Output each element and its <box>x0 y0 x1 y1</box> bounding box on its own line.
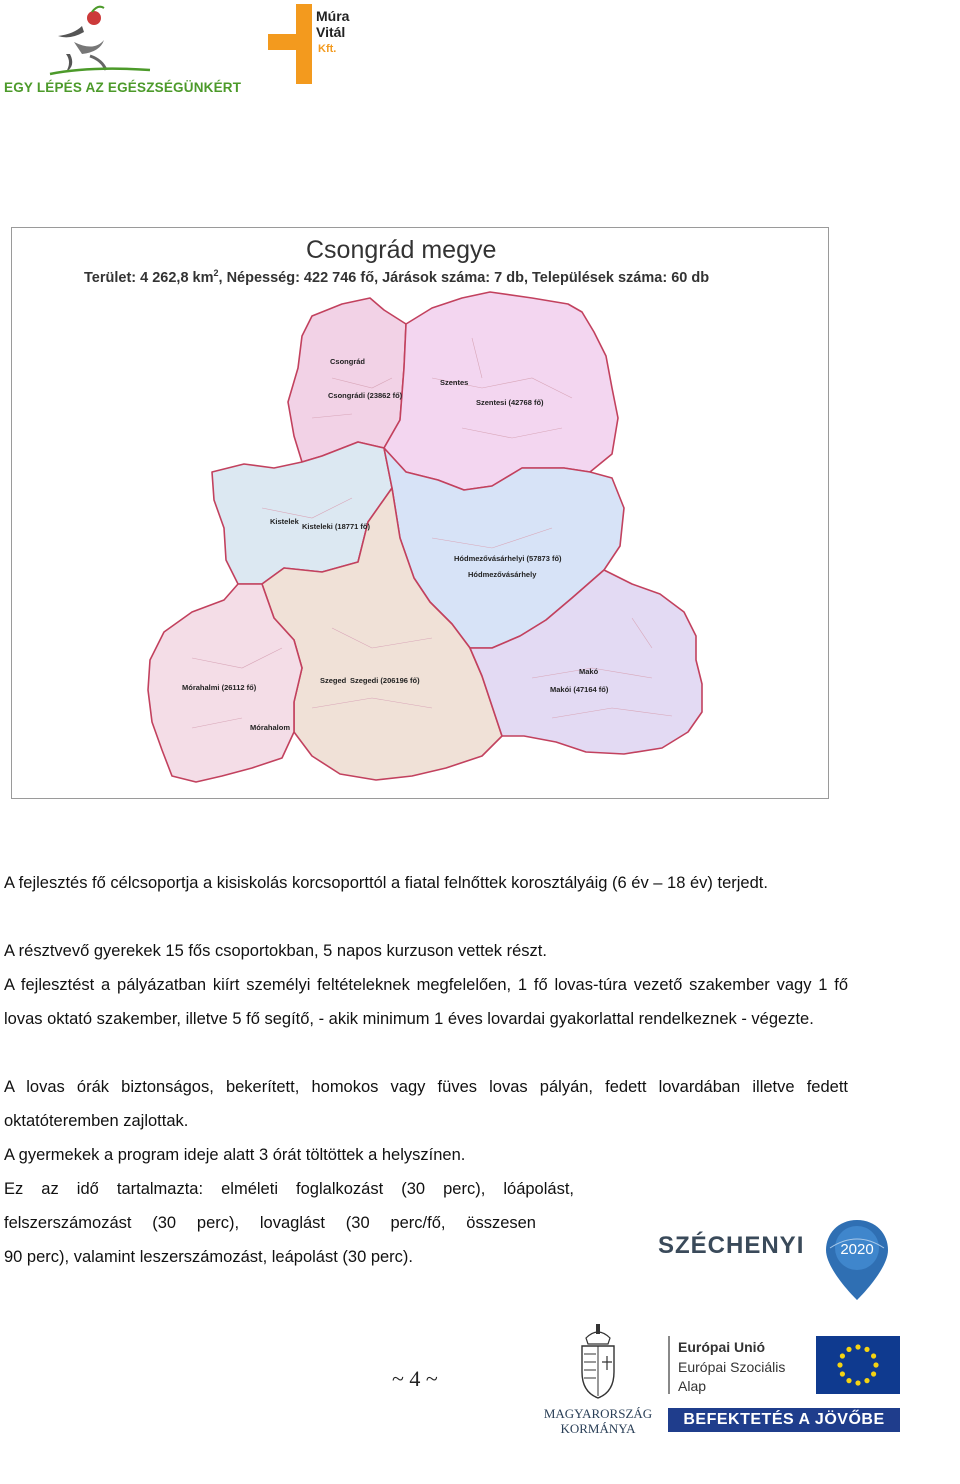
logo-line-2: Vitál <box>316 24 346 40</box>
crest-caption <box>538 1406 658 1436</box>
map-label-hodmezovasarhelyi: Hódmezővásárhelyi (57873 fő) <box>454 554 562 563</box>
eu-line-1: Európai Unió <box>678 1339 766 1355</box>
egy-lepes-logo <box>4 4 242 100</box>
eu-star-icon <box>855 1344 860 1349</box>
crest-line-1: MAGYARORSZÁG <box>543 1406 653 1421</box>
map-label-kisteleki: Kisteleki (18771 fő) <box>302 522 370 531</box>
map-label-csongradi: Csongrádi (23862 fő) <box>328 391 403 400</box>
eu-star-icon <box>840 1353 845 1358</box>
eu-star-icon <box>855 1380 860 1385</box>
map-stats-area: Terület: 4 262,8 km <box>84 269 214 286</box>
eu-star-icon <box>864 1378 869 1383</box>
map-stats-sup: 2 <box>213 268 219 278</box>
map-label-morahalmi: Mórahalmi (26112 fő) <box>182 683 257 692</box>
map-label-makoi: Makói (47164 fő) <box>550 685 609 694</box>
szechenyi-2020-logo <box>658 1218 898 1303</box>
eu-star-icon <box>873 1362 878 1367</box>
logo-line-1: Múra <box>316 8 350 24</box>
mura-vital-logo <box>268 4 358 86</box>
paragraph-staff: A fejlesztést a pályázatban kiírt személyi feltételeknek megfelelően, 1 fő lovas-túra vezető szakember vagy 1 fő lovas oktató szakember, illetve 5 fő segítő, - akik minimum 1 éves lovardai gyakorlattal rendelkeznek - végezte. <box>4 976 848 1028</box>
map-label-szegedi: Szegedi (206196 fő) <box>350 676 420 685</box>
eu-text <box>678 1338 785 1397</box>
map-town-szeged: Szeged <box>320 676 347 685</box>
map-label-szentesi: Szentesi (42768 fő) <box>476 398 544 407</box>
county-map-figure <box>11 227 829 799</box>
map-town-kistelek: Kistelek <box>270 517 299 526</box>
crest-line-2: KORMÁNYA <box>560 1421 636 1436</box>
map-town-hodmezovasarhely: Hódmezővásárhely <box>468 570 537 579</box>
szechenyi-year: 2020 <box>840 1241 874 1258</box>
eu-star-icon <box>846 1378 851 1383</box>
page-number: ~ 4 ~ <box>392 1366 438 1391</box>
map-title: Csongrád megye <box>306 236 497 264</box>
map-stats <box>84 268 709 286</box>
orange-cross-icon <box>268 4 358 86</box>
government-crest <box>538 1322 658 1442</box>
map-town-morahalom: Mórahalom <box>250 723 291 732</box>
coat-of-arms-icon <box>576 1322 620 1400</box>
map-town-mako: Makó <box>579 667 599 676</box>
paragraph-duration: A gyermekek a program ideje alatt 3 órát töltöttek a helyszínen. <box>4 1146 466 1164</box>
eu-esf-logo <box>668 1336 904 1436</box>
map-town-szentes: Szentes <box>440 378 469 387</box>
paragraph-groups: A résztvevő gyerekek 15 fős csoportokban, 5 napos kurzuson vettek részt. <box>4 942 547 960</box>
paragraph-target-group: A fejlesztés fő célcsoportja a kisiskolás korcsoporttól a fiatal felnőttek korosztályáig (6 év – 18 év) terjedt. <box>4 874 768 892</box>
eu-flag-icon <box>816 1336 900 1394</box>
eu-star-icon <box>837 1362 842 1367</box>
logo-line-3: Kft. <box>318 43 337 55</box>
szechenyi-text: SZÉCHENYI <box>658 1232 805 1259</box>
logo-tagline: EGY LÉPÉS AZ EGÉSZSÉGÜNKÉRT <box>4 80 242 95</box>
eu-line-3: Alap <box>678 1378 707 1394</box>
eu-star-icon <box>871 1371 876 1376</box>
paragraph-content-line-3: 90 perc), valamint leszerszámozást, leápolást (30 perc). <box>4 1248 414 1266</box>
runner-figure-icon <box>4 4 164 80</box>
map-town-csongrad: Csongrád <box>330 357 366 366</box>
paragraph-content-line-2: felszerszámozást (30 perc), lovaglást (30 perc/fő, összesen <box>4 1214 536 1232</box>
location-pin-icon <box>824 1218 890 1302</box>
eu-star-icon <box>846 1347 851 1352</box>
paragraph-content-line-1: Ez az idő tartalmazta: elméleti foglalkozást (30 perc), lóápolást, <box>4 1180 574 1198</box>
eu-star-icon <box>840 1371 845 1376</box>
eu-line-2: Európai Szociális <box>678 1358 786 1375</box>
eu-divider <box>668 1336 670 1394</box>
region-szentesi <box>384 292 618 490</box>
eu-star-icon <box>864 1347 869 1352</box>
eu-star-icon <box>871 1353 876 1358</box>
map-stats-rest: , Népesség: 422 746 fő, Járások száma: 7 db, Települések száma: 60 db <box>218 269 710 286</box>
paragraph-venue: A lovas órák biztonságos, bekerített, homokos vagy füves lovas pályán, fedett lovardában illetve fedett oktatóteremben zajlottak. <box>4 1078 848 1130</box>
county-map <box>12 228 828 798</box>
eu-slogan-bar: BEFEKTETÉS A JÖVŐBE <box>668 1408 900 1432</box>
